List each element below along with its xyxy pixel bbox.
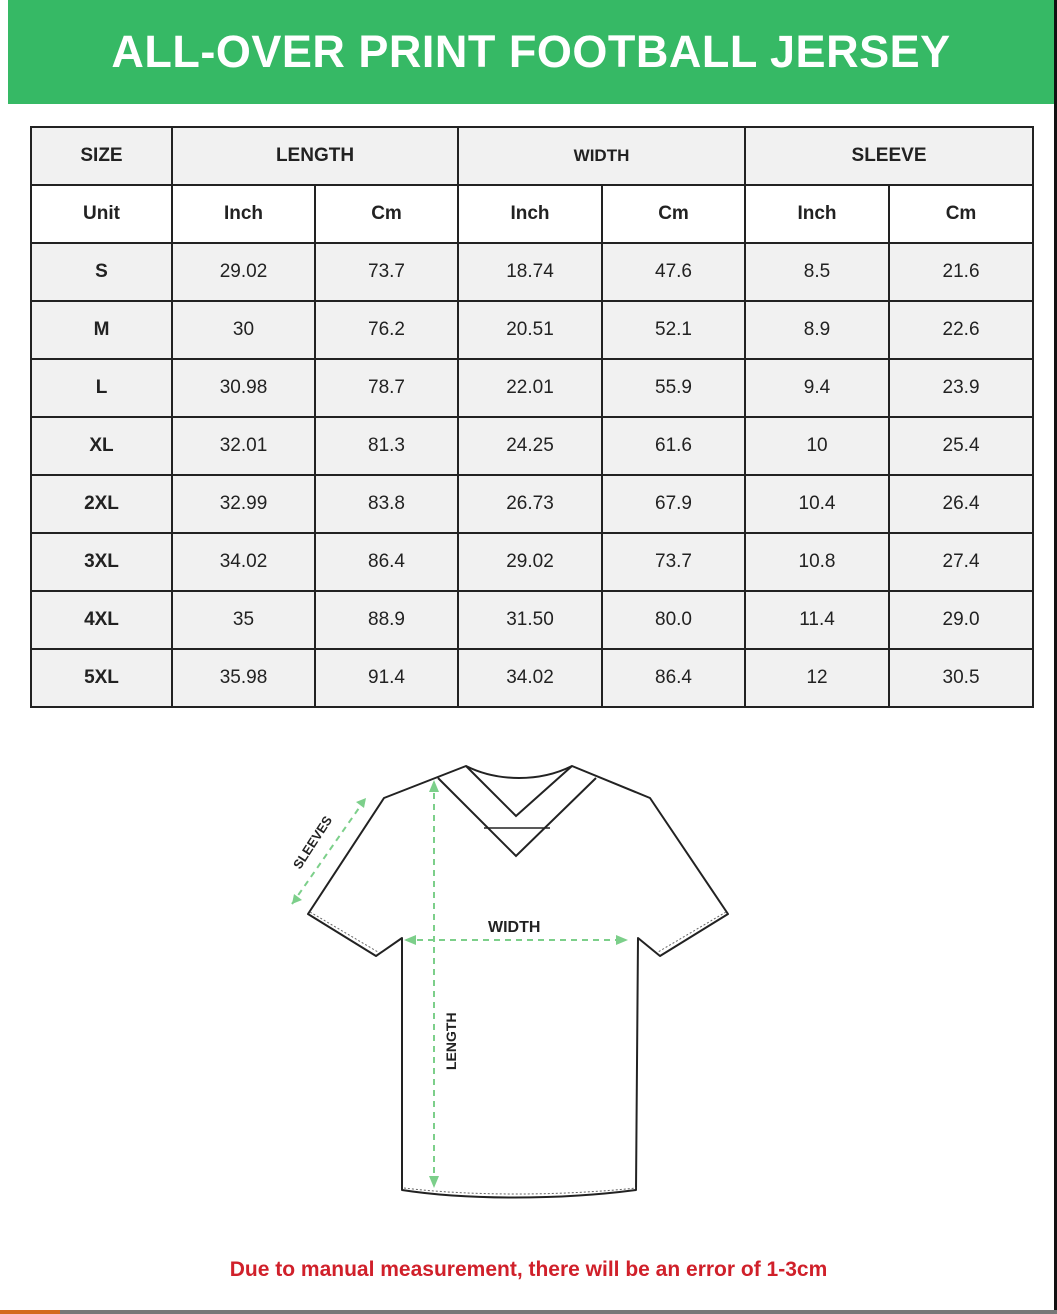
sleeve-inch-cell: 10.4: [745, 475, 889, 533]
width-inch-cell: 34.02: [458, 649, 602, 707]
size-chart-table: [30, 126, 1034, 708]
width-inch-cell: 24.25: [458, 417, 602, 475]
page-title: ALL-OVER PRINT FOOTBALL JERSEY: [111, 26, 951, 77]
length-cm-cell: 88.9: [315, 591, 458, 649]
table-row: [31, 591, 1033, 649]
table-row: [31, 533, 1033, 591]
width-inch-cell: 31.50: [458, 591, 602, 649]
unit-sleeve-inch: Inch: [745, 185, 889, 243]
unit-sleeve-cm: Cm: [889, 185, 1033, 243]
size-cell: 3XL: [31, 533, 172, 591]
table-row: [31, 475, 1033, 533]
length-inch-cell: 30: [172, 301, 315, 359]
sleeve-inch-cell: 9.4: [745, 359, 889, 417]
sleeve-cm-cell: 26.4: [889, 475, 1033, 533]
length-inch-cell: 29.02: [172, 243, 315, 301]
length-cm-cell: 83.8: [315, 475, 458, 533]
sleeves-label: SLEEVES: [289, 813, 336, 872]
length-cm-cell: 78.7: [315, 359, 458, 417]
width-inch-cell: 18.74: [458, 243, 602, 301]
jersey-measurement-diagram: [270, 752, 750, 1212]
width-inch-cell: 26.73: [458, 475, 602, 533]
unit-width-cm: Cm: [602, 185, 745, 243]
length-inch-cell: 30.98: [172, 359, 315, 417]
width-inch-cell: 20.51: [458, 301, 602, 359]
measurement-note: Due to manual measurement, there will be an error of 1-3cm: [229, 1258, 828, 1281]
length-inch-cell: 35.98: [172, 649, 315, 707]
width-cm-cell: 55.9: [602, 359, 745, 417]
sleeve-inch-cell: 11.4: [745, 591, 889, 649]
sleeve-inch-cell: 10: [745, 417, 889, 475]
width-cm-cell: 67.9: [602, 475, 745, 533]
sleeve-cm-cell: 30.5: [889, 649, 1033, 707]
sleeves-arrow-tail: [292, 894, 302, 904]
length-inch-cell: 32.01: [172, 417, 315, 475]
table-row: [31, 301, 1033, 359]
sleeve-inch-cell: 10.8: [745, 533, 889, 591]
header-length: LENGTH: [172, 127, 458, 185]
table-row: [31, 649, 1033, 707]
table-row: [31, 243, 1033, 301]
length-cm-cell: 91.4: [315, 649, 458, 707]
sleeve-inch-cell: 8.9: [745, 301, 889, 359]
size-cell: M: [31, 301, 172, 359]
size-cell: XL: [31, 417, 172, 475]
length-cm-cell: 86.4: [315, 533, 458, 591]
size-cell: 5XL: [31, 649, 172, 707]
width-cm-cell: 47.6: [602, 243, 745, 301]
sleeves-arrow-head: [356, 798, 366, 808]
sleeve-cm-cell: 21.6: [889, 243, 1033, 301]
table-header-row: [31, 127, 1033, 185]
bottom-corner-accent: [0, 1310, 60, 1314]
bottom-strip: [0, 1310, 1057, 1314]
jersey-outline-icon: [308, 766, 728, 1198]
header-size: SIZE: [31, 127, 172, 185]
table-row: [31, 359, 1033, 417]
table-row: [31, 417, 1033, 475]
unit-width-inch: Inch: [458, 185, 602, 243]
width-cm-cell: 73.7: [602, 533, 745, 591]
size-cell: 4XL: [31, 591, 172, 649]
size-cell: 2XL: [31, 475, 172, 533]
width-cm-cell: 86.4: [602, 649, 745, 707]
unit-length-inch: Inch: [172, 185, 315, 243]
length-cm-cell: 73.7: [315, 243, 458, 301]
sleeve-cm-cell: 23.9: [889, 359, 1033, 417]
length-label: LENGTH: [443, 1012, 459, 1070]
width-label: WIDTH: [488, 919, 541, 936]
sleeve-cm-cell: 29.0: [889, 591, 1033, 649]
table-unit-row: [31, 185, 1033, 243]
sleeve-inch-cell: 8.5: [745, 243, 889, 301]
length-cm-cell: 81.3: [315, 417, 458, 475]
unit-label: Unit: [31, 185, 172, 243]
header-width: WIDTH: [458, 127, 745, 185]
length-inch-cell: 34.02: [172, 533, 315, 591]
length-cm-cell: 76.2: [315, 301, 458, 359]
sleeve-cm-cell: 22.6: [889, 301, 1033, 359]
unit-length-cm: Cm: [315, 185, 458, 243]
sleeve-cm-cell: 25.4: [889, 417, 1033, 475]
width-inch-cell: 29.02: [458, 533, 602, 591]
width-cm-cell: 80.0: [602, 591, 745, 649]
width-cm-cell: 52.1: [602, 301, 745, 359]
length-inch-cell: 35: [172, 591, 315, 649]
width-cm-cell: 61.6: [602, 417, 745, 475]
title-banner: [8, 0, 1054, 104]
sleeve-inch-cell: 12: [745, 649, 889, 707]
length-inch-cell: 32.99: [172, 475, 315, 533]
sleeve-cm-cell: 27.4: [889, 533, 1033, 591]
size-cell: S: [31, 243, 172, 301]
width-inch-cell: 22.01: [458, 359, 602, 417]
header-sleeve: SLEEVE: [745, 127, 1033, 185]
size-cell: L: [31, 359, 172, 417]
